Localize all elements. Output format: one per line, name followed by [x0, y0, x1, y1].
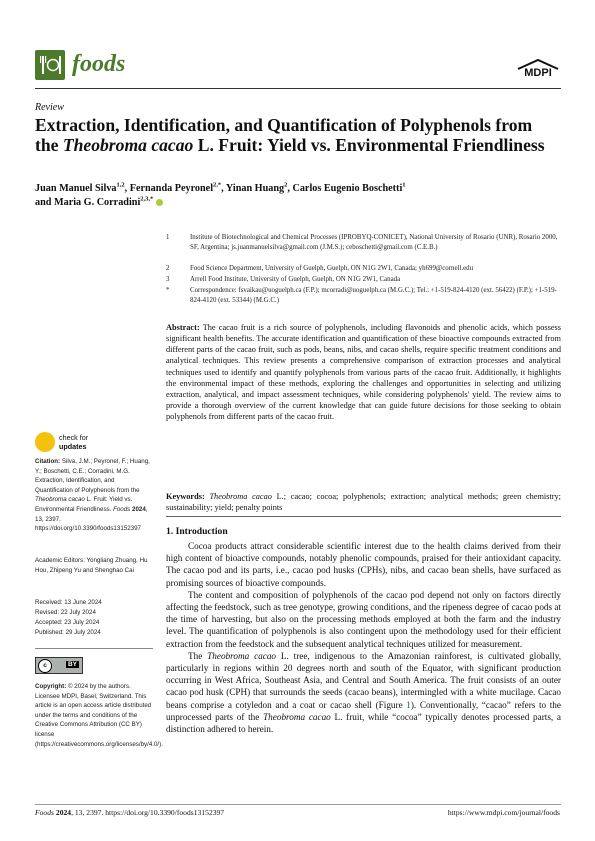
published-date: Published: 29 July 2024: [35, 629, 101, 636]
journal-name: foods: [72, 51, 126, 77]
affiliation-item: 3 Arrell Food Institute, University of Guelph, Guelph, ON N1G 2W1, Canada: [166, 276, 401, 283]
citation-block: Citation: Silva, J.M.; Peyronel, F.; Huang, Y.; Boschetti, C.E.; Corradini, M.G. Extraction, Identification, and Quantification of Polyphenols from the Theobroma cacao L. Fruit: Yield vs. Environmental Friendliness. Foods 2024, 13, 2397. https://doi.org/10.3390/foods13152397: [35, 458, 150, 533]
paragraph: The content and composition of polyphenols of the cacao pod depend not only on factors directly affecting the feedstock, such as tree genotype, growing conditions, and the ripeness degree of cacao pods at the time of harvesting, but also on the processing methods employed at both the farm and the industry level. The quantification of polyphenols is also contingent upon the methodology used for their efficient extraction from the feedstock and the subsequent analytical techniques utilized for measurement.: [166, 589, 562, 649]
footer-journal-link[interactable]: https://www.mdpi.com/journal/foods: [447, 808, 560, 817]
section-heading: 1. Introduction: [166, 526, 228, 537]
author-name[interactable]: Yinan Huang: [225, 183, 285, 194]
author-name[interactable]: Carlos Eugenio Boschetti: [292, 183, 403, 194]
cc-by-license-icon[interactable]: c BY: [35, 657, 83, 674]
article-type: Review: [35, 102, 64, 113]
header-rule: [35, 88, 561, 89]
accepted-date: Accepted: 23 July 2024: [35, 619, 100, 626]
paragraph: The Theobroma cacao L. tree, indigenous to the Amazonian rainforest, is cultivated globally, particularly in regions within 20 degrees north and south of the Equator, with significant production occurring in West Africa, Southeast Asia, and Central and South America. The fruit consists of an outer cacao pod husk (CPH) that surrounds the seeds (cacao beans), intermingled with a white mucilage. Cacao beans comprise a cotyledon and a coat or cacao shell (Figure 1). Conventionally, “cacao” refers to the unprocessed parts of the Theobroma cacao L. fruit, while “cocoa” typically denotes processed parts, a distinction adhered to herein.: [166, 650, 561, 735]
correspondence: * Correspondence: fsvaikau@uoguelph.ca (F.P.); mcorradi@uoguelph.ca (M.G.C.); Tel.: +1-519-824-4120 (ext. 56422) (F.P.); +1-519-824-4120 (ext. 53344) (M.G.C.): [166, 287, 557, 304]
revised-date: Revised: 22 July 2024: [35, 609, 96, 616]
publisher-logo: [516, 55, 560, 81]
publisher-name: MDPI: [524, 67, 552, 79]
introduction-body: [166, 540, 561, 735]
check-for-updates-button[interactable]: check for updates: [35, 432, 155, 454]
academic-editors: Academic Editors: Yongliang Zhuang, Hu Hou, Zhipeng Yu and Shenghao Cai: [35, 557, 148, 574]
footer-citation: Foods 2024, 13, 2397. https://doi.org/10.3390/foods13152397: [35, 808, 225, 817]
author-name[interactable]: Juan Manuel Silva: [35, 183, 117, 194]
journal-logo-icon: [35, 50, 65, 80]
abstract: Abstract: The cacao fruit is a rich source of polyphenols, including flavonoids and phenolic acids, which possess significant health benefits. The accurate identification and quantification of these bioactive compounds extracted from different parts of the cacao fruit, such as pods, beans, nibs, and cacao shells, require specific treatment conditions and analytical techniques. This review presents a comprehensive comparison of extraction processes and analytical techniques used to identify and quantify polyphenols from various parts of the cacao fruit. Additionally, it highlights the environmental impact of these methods, exploring the challenges and opportunities in selecting and utilizing extraction, analytical, and impact assessment techniques, while considering polyphenols' yield. The review aims to provide a thorough overview of the current knowledge that can guide future decisions for those seeking to obtain polyphenols from different parts of the cacao fruit.: [166, 323, 561, 422]
article-title: Extraction, Identification, and Quantification of Polyphenols from the Theobroma cacao L. Fruit: Yield vs. Environmental Friendliness: [35, 115, 545, 155]
orcid-icon[interactable]: [156, 199, 163, 206]
received-date: Received: 13 June 2024: [35, 599, 102, 606]
figure-link[interactable]: 1: [406, 699, 411, 710]
author-list: Juan Manuel Silva$^{1,2}$, Fernanda Peyronel$^{2,*}$, Yinan Huang$^2$, Carlos Eugenio Boschetti$^1$ and Maria G. Corradini$^{2,3,*}$: [35, 181, 406, 208]
footer-rule: [35, 804, 561, 805]
affiliation-item: 1 Institute of Biotechnological and Chemical Processes (IPROBYQ-CONICET), National University of Rosario (UNR), Rosario 2000, SF, Argentina; js.juanmanuelsilva@gmail.com (J.M.S.); ceboschetti@gmail.com (C.E.B.): [166, 234, 558, 251]
sidebar-rule: [35, 648, 153, 649]
author-name[interactable]: Maria G. Corradini: [53, 197, 141, 208]
abstract-rule: [166, 516, 561, 517]
affiliation-item: 2 Food Science Department, University of Guelph, Guelph, ON N1G 2W1, Canada; yh699@cornell.edu: [166, 265, 474, 272]
paragraph: Cocoa products attract considerable scientific interest due to the health claims derived from their high content of bioactive compounds, notably phenolic compounds, praised for their antioxidant capacity. The cacao pod and its parts, i.e., cacao pod husks (CPHs), nibs, and cacao bean shells, have surfaced as promising sources of bioactive compounds.: [166, 541, 561, 588]
author-name[interactable]: Fernanda Peyronel: [129, 183, 214, 194]
keywords: Keywords: Theobroma cacao L.; cacao; cocoa; polyphenols; extraction; analytical methods; green chemistry; sustainability; yield; penalty points: [166, 492, 561, 513]
copyright-block: Copyright: © 2024 by the authors. Licensee MDPI, Basel, Switzerland. This article is an open access article distributed under the terms and conditions of the Creative Commons Attribution (CC BY) license (https://creativecommons.org/licenses/by/4.0/).: [35, 683, 163, 748]
check-updates-icon: [35, 432, 55, 452]
